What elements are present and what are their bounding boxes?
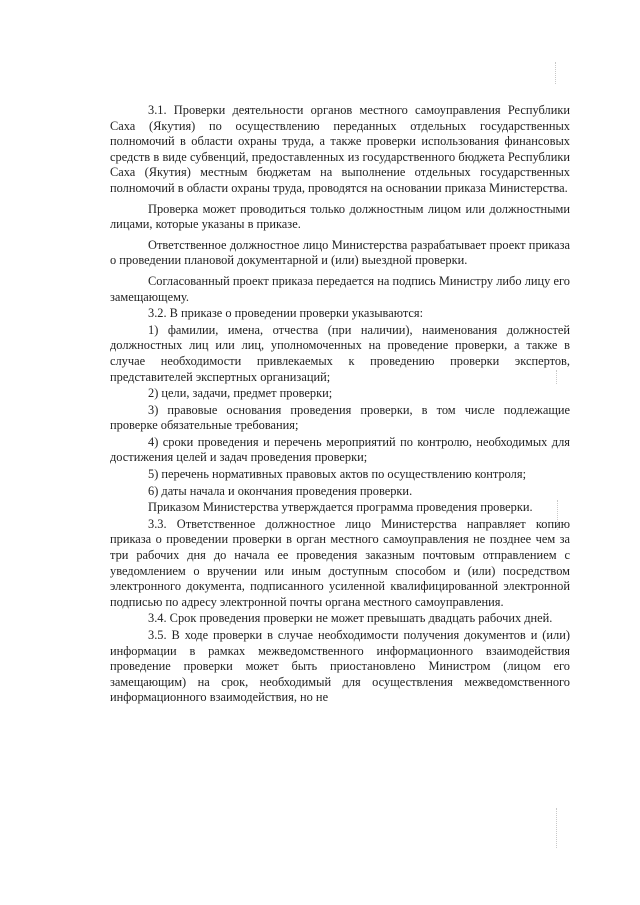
paragraph-3-1: 3.1. Проверки деятельности органов местного самоуправления Республики Саха (Якутия) по осуществлению переданных отдельных государственных полномочий в области охраны труда, а также проверки использования финансовых средств в виде субвенций, предоставленных из государственного бюджета Республики Саха (Якутия) местным бюджетам на выполнение отдельных государственных полномочий в области охраны труда, проводятся на основании приказа Министерства. <box>110 103 570 195</box>
paragraph-draft-order: Ответственное должностное лицо Министерства разрабатывает проект приказа о проведении плановой документарной и (или) выездной проверки. <box>110 237 570 268</box>
paragraph-3-5: 3.5. В ходе проверки в случае необходимости получения документов и (или) информации в рамках межведомственного информационного взаимодействия проведение проверки может быть приостановлено Министром (лицом его замещающим) на срок, необходимый для осуществления межведомственного информационного взаимодействия, но не <box>110 628 570 705</box>
list-item-5: 5) перечень нормативных правовых актов по осуществлению контроля; <box>148 467 527 482</box>
scan-mark <box>555 62 557 84</box>
paragraph-program: Приказом Министерства утверждается программа проведения проверки. <box>148 500 533 515</box>
list-item-2: 2) цели, задачи, предмет проверки; <box>148 386 333 401</box>
list-item-6: 6) даты начала и окончания проведения проверки. <box>148 483 413 498</box>
list-item-4: 4) сроки проведения и перечень мероприятий по контролю, необходимых для достижения целей и задач проведения проверки; <box>110 434 570 465</box>
paragraph-approval: Согласованный проект приказа передается на подпись Министру либо лицу его замещающему. <box>110 273 570 304</box>
paragraph-3-4: 3.4. Срок проведения проверки не может превышать двадцать рабочих дней. <box>148 611 553 626</box>
paragraph-inspector: Проверка может проводиться только должностным лицом или должностными лицами, которые указаны в приказе. <box>110 201 570 232</box>
paragraph-3-2: 3.2. В приказе о проведении проверки указываются: <box>148 306 424 321</box>
scan-mark <box>556 808 558 848</box>
paragraph-3-3: 3.3. Ответственное должностное лицо Министерства направляет копию приказа о проведении проверки в орган местного самоуправления не позднее чем за три рабочих дня до начала ее проведения заказным почтовым отправлением с уведомлением о вручении или иным доступным способом и (или) посредством электронного документа, подписанного усиленной квалифицированной электронной подписью по адресу электронной почты органа местного самоуправления. <box>110 516 570 609</box>
list-item-1: 1) фамилии, имена, отчества (при наличии), наименования должностей должностных лиц или лиц, уполномоченных на проведение проверки, а также в случае необходимости привлекаемых к проведению проверки экспертов, представителей экспертных организаций; <box>110 322 570 384</box>
list-item-3: 3) правовые основания проведения проверки, в том числе подлежащие проверке обязательные требования; <box>110 402 570 433</box>
document-body <box>110 103 570 707</box>
